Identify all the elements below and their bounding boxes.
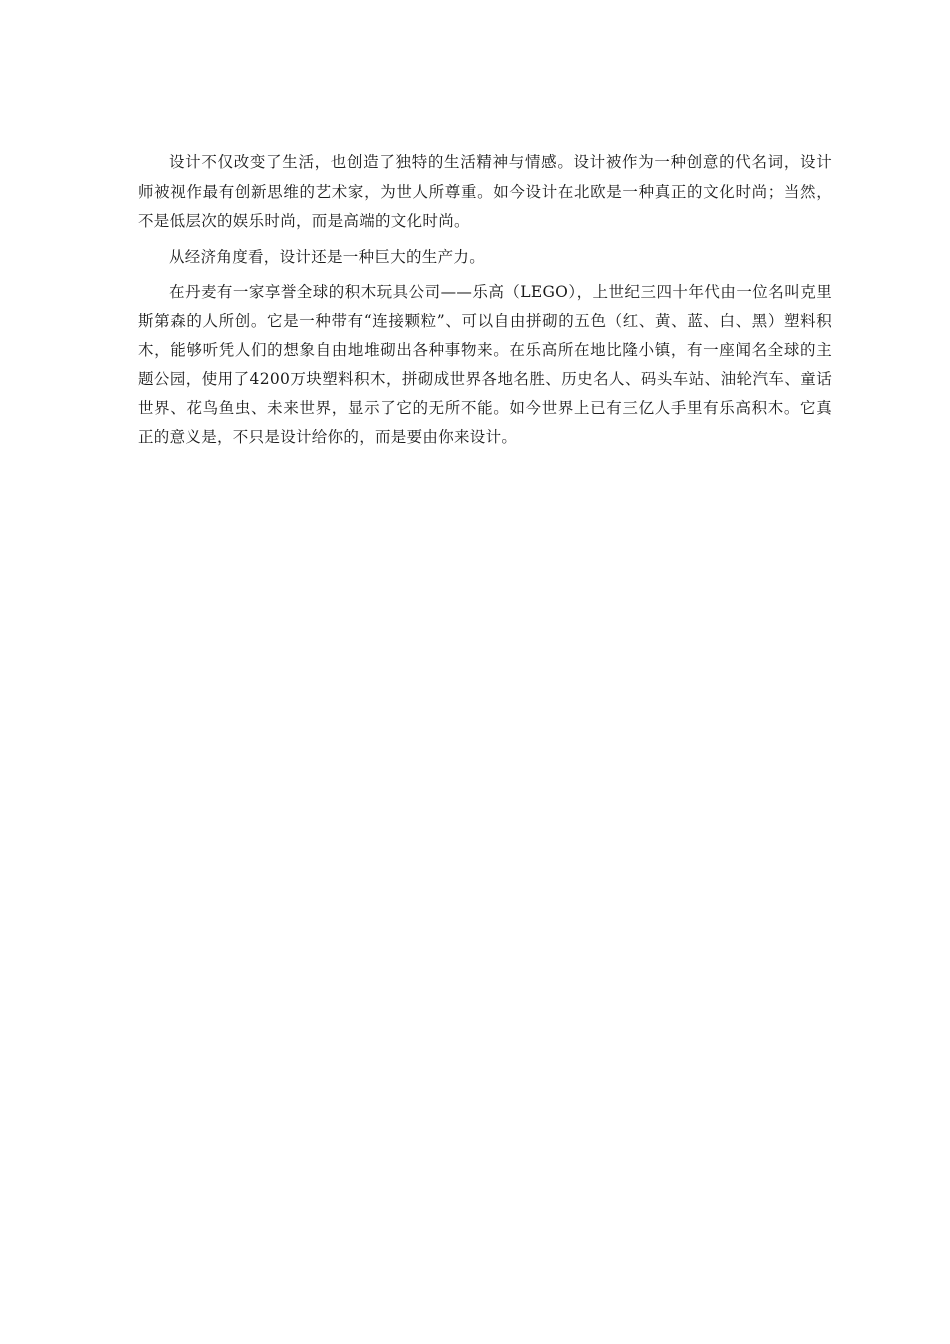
paragraph-lego: 在丹麦有一家享誉全球的积木玩具公司——乐高（LEGO），上世纪三四十年代由一位名叫克里斯第森的人所创。它是一种带有“连接颗粒”、可以自由拼砌的五色（红、黄、蓝、白、黑）塑料积木，能够听凭人们的想象自由地堆砌出各种事物来。在乐高所在地比隆小镇，有一座闻名全球的主题公园，使用了4200万块塑料积木，拼砌成世界各地名胜、历史名人、码头车站、油轮汽车、童话世界、花鸟鱼虫、未来世界，显示了它的无所不能。如今世界上已有三亿人手里有乐高积木。它真正的意义是，不只是设计给你的，而是要由你来设计。 [138,282,832,446]
body-text [138,148,832,458]
paragraph-design-culture: 设计不仅改变了生活，也创造了独特的生活精神与情感。设计被作为一种创意的代名词，设计师被视作最有创新思维的艺术家，为世人所尊重。如今设计在北欧是一种真正的文化时尚；当然，不是低层次的娱乐时尚，而是高端的文化时尚。 [138,153,832,230]
paragraph-economic-view: 从经济角度看，设计还是一种巨大的生产力。 [169,247,486,266]
